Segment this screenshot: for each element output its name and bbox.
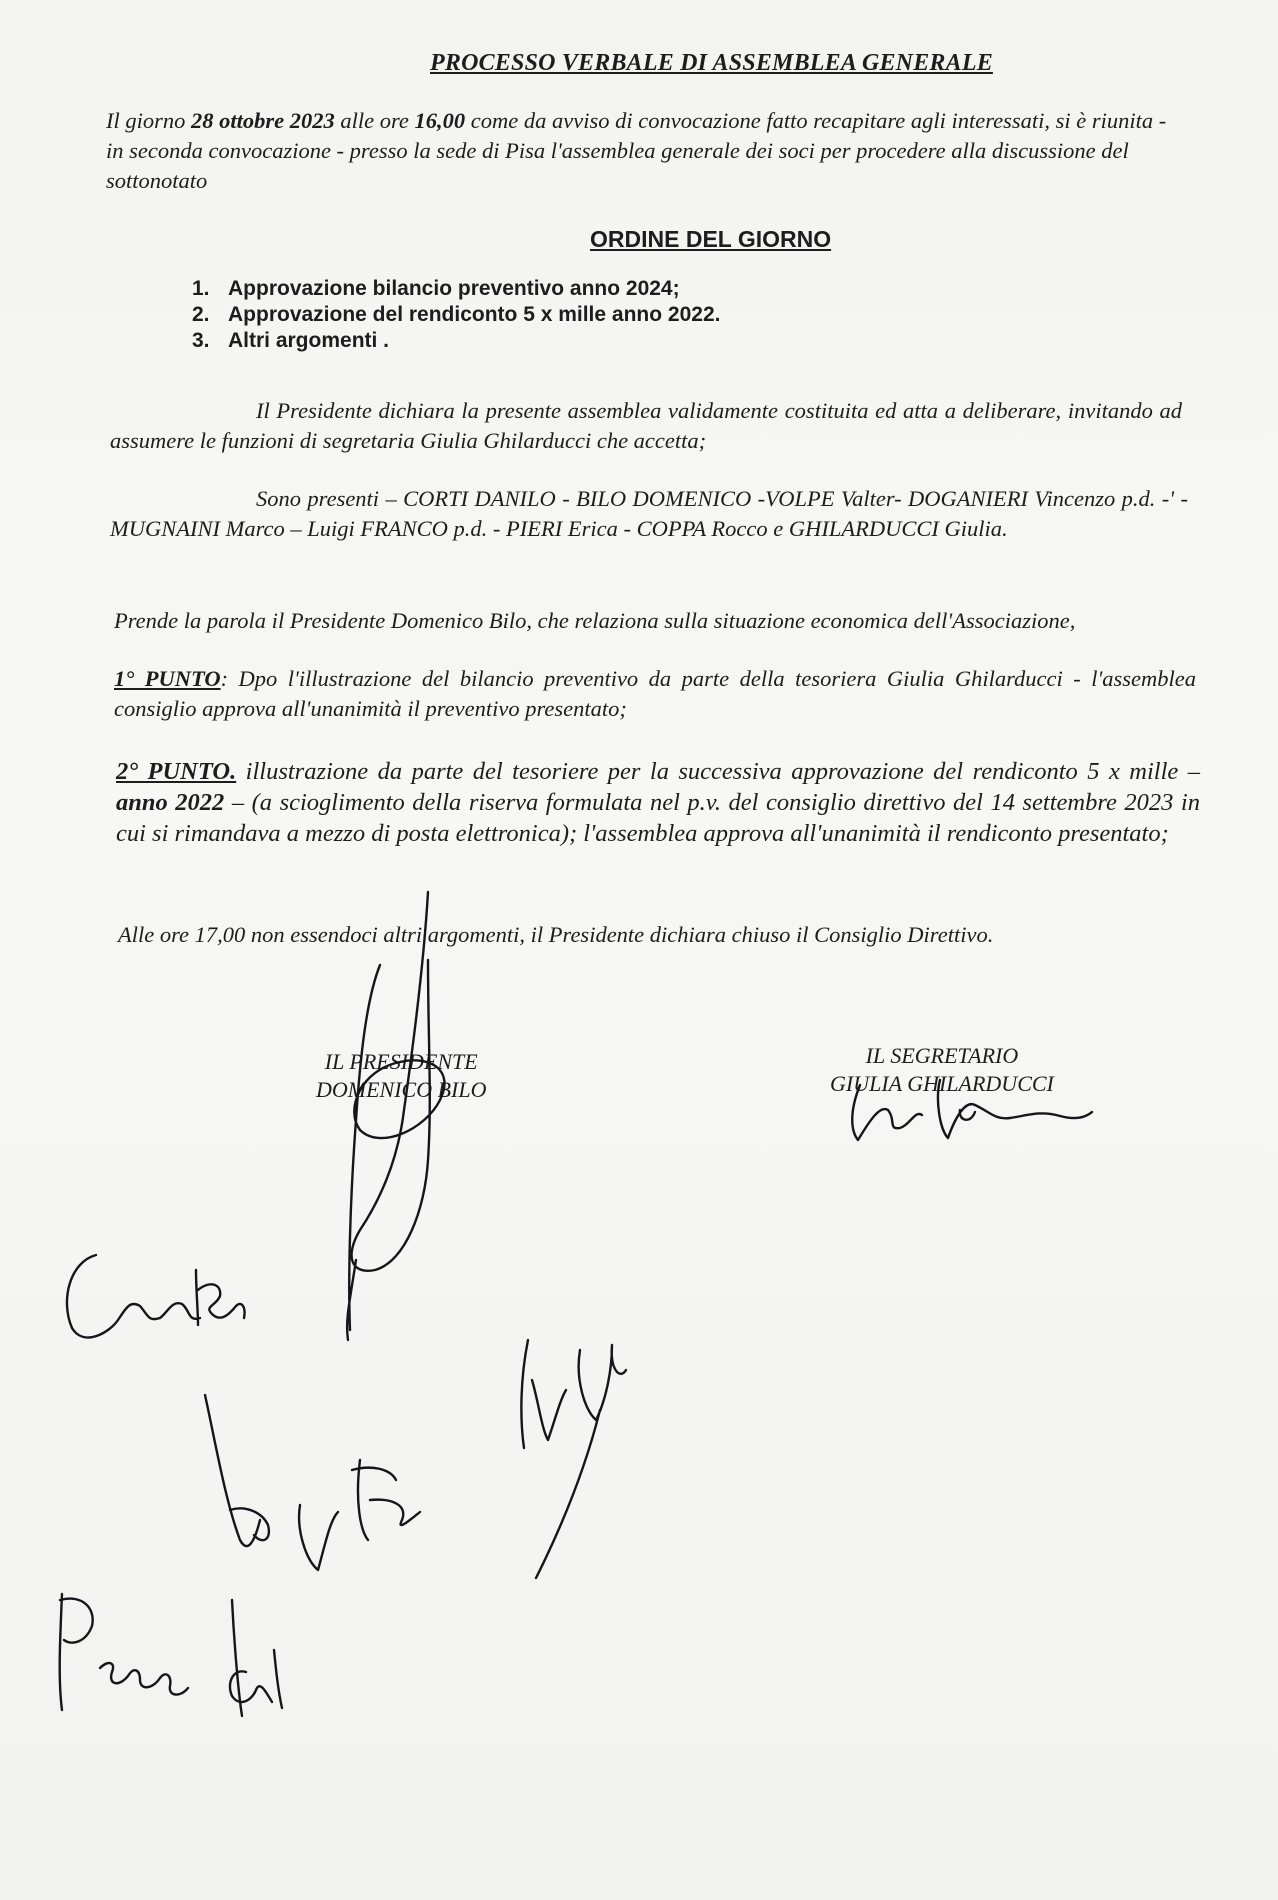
point-2-paragraph xyxy=(116,756,1200,849)
secretary-signature-block xyxy=(830,1042,1054,1098)
agenda-title: ORDINE DEL GIORNO xyxy=(590,226,832,252)
signature-coppa xyxy=(67,1255,245,1337)
meeting-date: 28 ottobre 2023 xyxy=(191,108,335,133)
signature-pieri xyxy=(60,1594,282,1716)
intro-text-1: Il giorno xyxy=(106,108,192,133)
point-2-text-1: illustrazione da parte del tesoriere per la successiva approvazione del rendiconto 5 x mille – xyxy=(236,758,1200,785)
intro-paragraph xyxy=(106,106,1186,196)
president-declaration-paragraph: Il Presidente dichiara la presente assemblea validamente costituita ed atta a deliberare, invitando ad assumere le funzioni di segretaria Giulia Ghilarducci che accetta; xyxy=(110,398,1182,453)
president-signature xyxy=(347,892,444,1340)
intro-text-3: come da avviso di convocazione fatto recapitare agli interessati, si è riunita - in seconda convocazione - presso la sede di Pisa l'assemblea generale dei soci per procedere alla discussione del sottonotato xyxy=(106,108,1167,193)
agenda-item xyxy=(192,302,720,328)
agenda-item-text: Approvazione del rendiconto 5 x mille anno 2022. xyxy=(228,303,721,326)
document-title: PROCESSO VERBALE DI ASSEMBLEA GENERALE xyxy=(430,50,993,76)
point-1-label: 1° PUNTO xyxy=(114,666,221,691)
meeting-time: 16,00 xyxy=(414,108,466,133)
agenda-list xyxy=(192,276,720,354)
signature-volpe xyxy=(205,1395,338,1570)
president-speech-paragraph: Prende la parola il Presidente Domenico Bilo, che relaziona sulla situazione economica dell'Associazione, xyxy=(114,608,1076,633)
closing-paragraph: Alle ore 17,00 non essendoci altri argomenti, il Presidente dichiara chiuso il Consiglio Direttivo. xyxy=(118,922,994,947)
secretary-role: IL SEGRETARIO xyxy=(865,1043,1019,1068)
point-2-text-2: – (a scioglimento della riserva formulata nel p.v. del consiglio direttivo del 14 settembre 2023 in cui si rimandava a mezzo di posta elettronica); l'assemblea approva all'unanimità il rendiconto presentato; xyxy=(116,789,1200,847)
point-2-label: 2° PUNTO. xyxy=(116,758,237,785)
president-name: DOMENICO BILO xyxy=(316,1077,487,1102)
agenda-item xyxy=(192,276,720,302)
agenda-item-number: 2. xyxy=(192,303,210,326)
attendees-paragraph: Sono presenti – CORTI DANILO - BILO DOMENICO -VOLPE Valter- DOGANIERI Vincenzo p.d. -' - MUGNAINI Marco – Luigi FRANCO p.d. - PIERI Erica - COPPA Rocco e GHILARDUCCI Giulia. xyxy=(110,486,1188,541)
agenda-item-text: Approvazione bilancio preventivo anno 2024; xyxy=(228,277,680,300)
point-2-year: anno 2022 xyxy=(116,789,225,816)
point-1-paragraph xyxy=(114,664,1196,724)
signature-mugnaini xyxy=(352,1460,420,1540)
point-1-text: : Dpo l'illustrazione del bilancio preventivo da parte della tesoriera Giulia Ghilarducci - l'assemblea consiglio approva all'unanimità il preventivo presentato; xyxy=(114,666,1196,721)
agenda-item-text: Altri argomenti . xyxy=(228,329,390,352)
agenda-item xyxy=(192,328,720,354)
agenda-item-number: 1. xyxy=(192,277,210,300)
president-role: IL PRESIDENTE xyxy=(324,1049,478,1074)
signature-doganieri xyxy=(521,1340,626,1578)
agenda-item-number: 3. xyxy=(192,329,210,352)
intro-text-2: alle ore xyxy=(334,108,415,133)
president-signature-block xyxy=(316,1048,487,1104)
secretary-name: GIULIA GHILARDUCCI xyxy=(830,1071,1054,1096)
